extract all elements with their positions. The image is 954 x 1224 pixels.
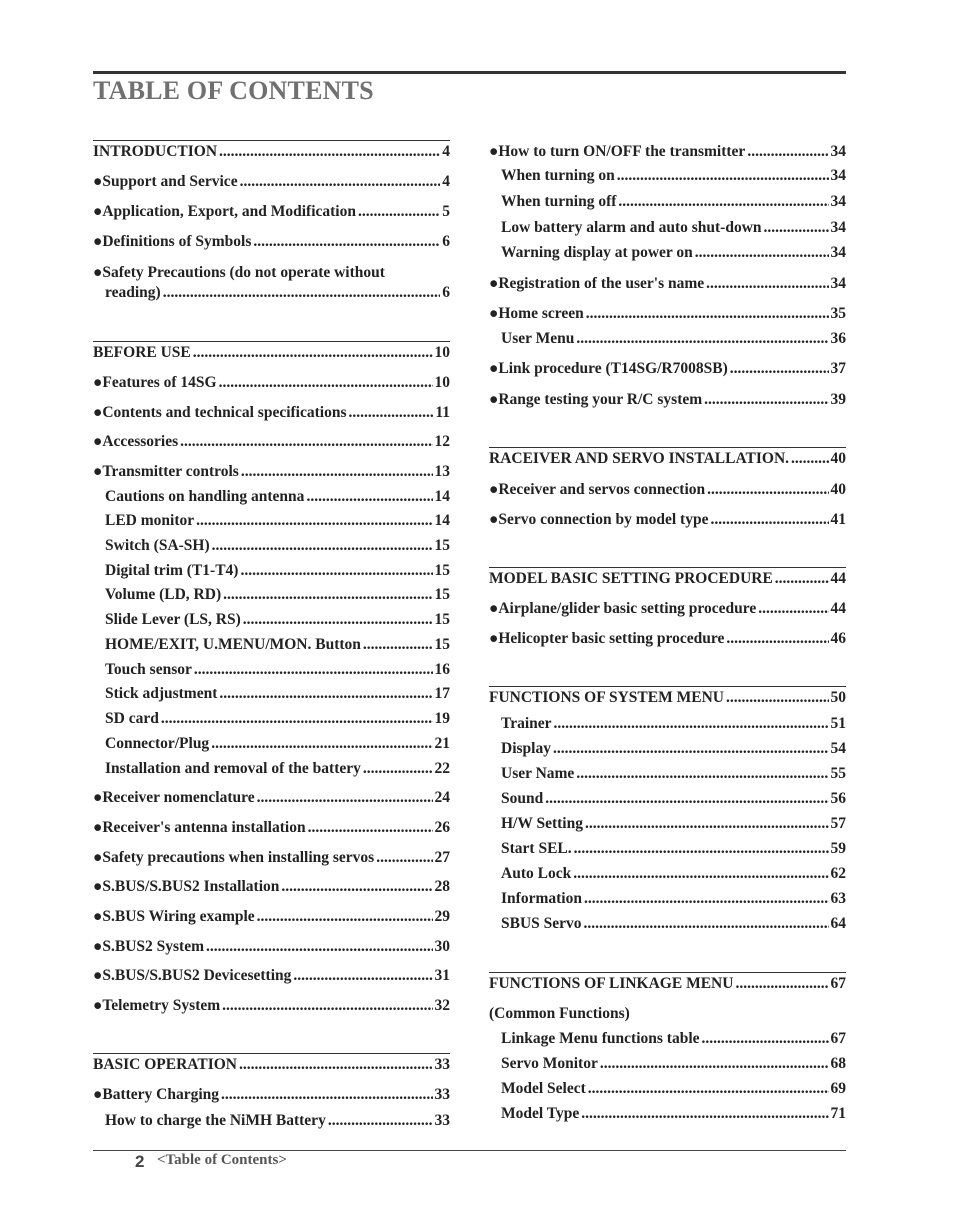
toc-entry-page: 14 (434, 512, 450, 529)
dot-leader (161, 710, 433, 728)
toc-entry-page: 64 (830, 915, 846, 932)
toc-entry[interactable] (105, 735, 450, 753)
toc-entry-title-cont: reading) (105, 284, 161, 301)
toc-entry[interactable] (501, 915, 846, 933)
toc-entry-page: 71 (830, 1105, 846, 1122)
toc-entry-title: Model Type (501, 1105, 580, 1122)
toc-entry[interactable] (93, 878, 450, 896)
toc-entry[interactable] (489, 600, 846, 618)
toc-entry[interactable] (501, 815, 846, 833)
dot-leader (219, 685, 432, 703)
toc-entry[interactable] (93, 908, 450, 926)
dot-leader (306, 488, 432, 506)
dot-leader (243, 611, 433, 629)
dot-leader (775, 570, 829, 588)
dot-leader (358, 203, 440, 221)
dot-leader (180, 433, 432, 451)
dot-leader (545, 790, 828, 808)
toc-entry-title: User Menu (501, 330, 575, 347)
toc-entry-page: 19 (434, 710, 450, 727)
toc-entry[interactable] (93, 233, 450, 251)
dot-leader (730, 360, 829, 378)
toc-section-heading[interactable] (93, 341, 450, 362)
toc-entry-title: ●S.BUS Wiring example (93, 908, 255, 925)
dot-leader (363, 636, 433, 654)
toc-entry[interactable] (105, 685, 450, 703)
toc-entry-page: 34 (830, 219, 846, 236)
toc-entry-title: ●Transmitter controls (93, 463, 239, 480)
toc-entry[interactable] (501, 715, 846, 733)
dot-leader (576, 765, 828, 783)
toc-entry-title: ●Registration of the user's name (489, 275, 705, 292)
dot-leader (735, 975, 828, 993)
dot-leader (239, 1056, 433, 1074)
toc-entry-page: 26 (434, 819, 450, 836)
dot-leader (584, 890, 829, 908)
toc-entry-page: 27 (434, 849, 450, 866)
dot-leader (584, 915, 829, 933)
toc-entry[interactable] (105, 562, 450, 580)
dot-leader (553, 740, 829, 758)
toc-entry-page: 55 (830, 765, 846, 782)
toc-entry-page: 17 (434, 685, 450, 702)
toc-entry-title: BASIC OPERATION (93, 1056, 237, 1073)
toc-entry[interactable] (105, 636, 450, 654)
toc-entry[interactable] (489, 630, 846, 648)
toc-entry-page: 24 (434, 789, 450, 806)
toc-entry-page: 54 (830, 740, 846, 757)
toc-entry-page: 35 (830, 305, 846, 322)
dot-leader (281, 878, 432, 896)
dot-leader (588, 1080, 829, 1098)
toc-entry-title: Volume (LD, RD) (105, 586, 222, 603)
toc-entry-page: 32 (434, 997, 450, 1014)
toc-entry-title: (Common Functions) (489, 1005, 630, 1022)
toc-entry[interactable] (501, 1030, 846, 1048)
toc-entry-title: ●Accessories (93, 433, 179, 450)
toc-entry-page: 44 (830, 570, 846, 587)
footer-rule (93, 1150, 846, 1151)
toc-entry-page: 30 (434, 938, 450, 955)
top-rule (93, 71, 846, 74)
toc-entry-page: 6 (442, 233, 450, 250)
toc-entry-page: 11 (435, 404, 450, 421)
toc-entry-title: RACEIVER AND SERVO INSTALLATION. (489, 450, 790, 467)
toc-entry-page: 51 (830, 715, 846, 732)
toc-entry-title: ●Receiver nomenclature (93, 789, 255, 806)
toc-entry-page: 15 (434, 586, 450, 603)
dot-leader (221, 1086, 432, 1104)
toc-entry-page: 62 (830, 865, 846, 882)
dot-leader (211, 735, 432, 753)
toc-entry-title: ●Telemetry System (93, 997, 221, 1014)
toc-entry-title: HOME/EXIT, U.MENU/MON. Button (105, 636, 361, 653)
toc-entry-title: ●Support and Service (93, 173, 238, 190)
toc-entry[interactable] (93, 819, 450, 837)
toc-entry-title: Model Select (501, 1080, 586, 1097)
dot-leader (219, 143, 440, 161)
toc-entry-page: 69 (830, 1080, 846, 1097)
toc-entry-title: How to charge the NiMH Battery (105, 1112, 326, 1129)
dot-leader (219, 374, 433, 392)
toc-entry[interactable] (93, 433, 450, 451)
page-title: TABLE OF CONTENTS (93, 76, 374, 105)
toc-entry-page: 68 (830, 1055, 846, 1072)
dot-leader (193, 344, 433, 362)
toc-entry[interactable] (501, 167, 846, 185)
toc-entry-title: ●Range testing your R/C system (489, 391, 703, 408)
toc-entry-page: 21 (434, 735, 450, 752)
toc-entry-title: ●Contents and technical specifications (93, 404, 347, 421)
toc-entry-page: 28 (434, 878, 450, 895)
toc-entry-title: Stick adjustment (105, 685, 218, 702)
toc-entry-page: 46 (830, 630, 846, 647)
toc-entry-page: 33 (434, 1112, 450, 1129)
toc-entry-page: 29 (434, 908, 450, 925)
dot-leader (574, 840, 829, 858)
toc-entry-page: 34 (830, 275, 846, 292)
dot-leader (163, 283, 441, 303)
toc-section-heading[interactable] (489, 567, 846, 588)
toc-entry-page: 31 (434, 967, 450, 984)
toc-entry[interactable] (105, 611, 450, 629)
toc-entry-title: SBUS Servo (501, 915, 582, 932)
toc-entry[interactable] (105, 488, 450, 506)
toc-entry-page: 34 (830, 143, 846, 160)
toc-entry-title: Low battery alarm and auto shut-down (501, 219, 762, 236)
dot-leader (726, 630, 828, 648)
toc-entry[interactable] (93, 938, 450, 956)
dot-leader (600, 1055, 829, 1073)
toc-entry-title: BEFORE USE (93, 344, 191, 361)
toc-entry[interactable] (489, 305, 846, 323)
toc-entry[interactable] (93, 203, 450, 221)
toc-entry-page: 34 (830, 167, 846, 184)
dot-leader (573, 865, 828, 883)
toc-entry[interactable] (489, 481, 846, 499)
dot-leader (363, 760, 433, 778)
toc-entry-title: Touch sensor (105, 661, 192, 678)
dot-leader (758, 600, 828, 618)
dot-leader (710, 511, 828, 529)
toc-section-heading[interactable] (93, 140, 450, 161)
toc-entry-page: 50 (830, 689, 846, 706)
toc-entry-title: Digital trim (T1-T4) (105, 562, 239, 579)
toc-entry-title: Warning display at power on (501, 244, 693, 261)
toc-entry[interactable] (93, 967, 450, 985)
toc-entry-title: ●Safety precautions when installing servos (93, 849, 375, 866)
toc-entry-title: SD card (105, 710, 159, 727)
toc-entry-title: ●Receiver and servos connection (489, 481, 706, 498)
toc-entry[interactable] (501, 865, 846, 883)
toc-entry-page: 67 (830, 975, 846, 992)
toc-entry-page: 34 (830, 244, 846, 261)
toc-section-heading[interactable] (489, 447, 846, 468)
toc-entry-title: Installation and removal of the battery (105, 760, 361, 777)
toc-entry[interactable] (105, 661, 450, 679)
toc-entry-title: MODEL BASIC SETTING PROCEDURE (489, 570, 773, 587)
toc-entry-title: ●S.BUS/S.BUS2 Installation (93, 878, 280, 895)
toc-entry[interactable] (93, 789, 450, 807)
toc-entry-title: ●Helicopter basic setting procedure (489, 630, 725, 647)
dot-leader (349, 404, 434, 422)
toc-entry[interactable] (489, 360, 846, 378)
toc-entry-title: Start SEL. (501, 840, 572, 857)
toc-entry-title: ●S.BUS/S.BUS2 Devicesetting (93, 967, 292, 984)
toc-entry[interactable] (105, 1112, 450, 1130)
toc-entry-title: ●Safety Precautions (do not operate without (93, 264, 385, 281)
toc-entry-page: 40 (830, 450, 846, 467)
dot-leader (293, 967, 432, 985)
dot-leader (585, 815, 829, 833)
dot-leader (206, 938, 433, 956)
toc-entry-title: H/W Setting (501, 815, 583, 832)
toc-entry-page: 63 (830, 890, 846, 907)
toc-entry-page: 4 (442, 143, 450, 160)
toc-entry[interactable] (93, 1086, 450, 1104)
dot-leader (240, 173, 441, 191)
toc-entry-page: 40 (830, 481, 846, 498)
toc-entry-title: ●Airplane/glider basic setting procedure (489, 600, 757, 617)
toc-entry[interactable] (501, 765, 846, 783)
dot-leader (376, 849, 432, 867)
toc-entry-page: 15 (434, 611, 450, 628)
toc-section-heading[interactable] (489, 686, 846, 707)
toc-entry[interactable] (489, 275, 846, 293)
toc-entry-title: ●Application, Export, and Modification (93, 203, 356, 220)
dot-leader (196, 512, 432, 530)
toc-entry[interactable] (489, 143, 846, 161)
toc-entry-title: Cautions on handling antenna (105, 488, 305, 505)
toc-entry-page: 22 (434, 760, 450, 777)
toc-entry-title: FUNCTIONS OF SYSTEM MENU (489, 689, 724, 706)
toc-entry[interactable] (93, 263, 450, 303)
toc-entry-title: ●Servo connection by model type (489, 511, 709, 528)
toc-entry-title: Slide Lever (LS, RS) (105, 611, 241, 628)
toc-entry-title: Display (501, 740, 551, 757)
dot-leader (554, 715, 829, 733)
dot-leader (702, 1030, 829, 1048)
toc-group-label (489, 1005, 846, 1023)
toc-entry-title: ●Home screen (489, 305, 584, 322)
dot-leader (581, 1105, 828, 1123)
toc-entry-page: 33 (434, 1056, 450, 1073)
dot-leader (222, 997, 432, 1015)
toc-entry[interactable] (489, 511, 846, 529)
toc-entry-title: Servo Monitor (501, 1055, 598, 1072)
toc-entry[interactable] (501, 740, 846, 758)
dot-leader (223, 586, 432, 604)
toc-entry-page: 56 (830, 790, 846, 807)
toc-entry-title: When turning off (501, 193, 617, 210)
toc-entry[interactable] (93, 463, 450, 481)
toc-entry[interactable] (105, 512, 450, 530)
toc-entry[interactable] (93, 173, 450, 191)
toc-entry-page: 16 (434, 661, 450, 678)
toc-entry-page: 67 (830, 1030, 846, 1047)
toc-entry-page: 6 (442, 284, 450, 301)
toc-entry-page: 13 (434, 463, 450, 480)
toc-entry-title: INTRODUCTION (93, 143, 218, 160)
toc-entry-page: 10 (434, 374, 450, 391)
dot-leader (586, 305, 829, 323)
dot-leader (747, 143, 828, 161)
dot-leader (328, 1112, 433, 1130)
toc-entry-page: 41 (830, 511, 846, 528)
dot-leader (791, 450, 828, 468)
toc-entry-title: Information (501, 890, 582, 907)
toc-entry[interactable] (105, 710, 450, 728)
toc-entry-page: 39 (830, 391, 846, 408)
toc-entry-page: 4 (442, 173, 450, 190)
dot-leader (241, 463, 433, 481)
toc-entry-title: ●Battery Charging (93, 1086, 220, 1103)
dot-leader (764, 219, 829, 237)
dot-leader (253, 233, 440, 251)
dot-leader (706, 275, 828, 293)
dot-leader (707, 481, 828, 499)
toc-entry-title: ●S.BUS2 System (93, 938, 204, 955)
toc-entry-page: 10 (434, 344, 450, 361)
toc-entry-page: 37 (830, 360, 846, 377)
toc-entry-title: Auto Lock (501, 865, 572, 882)
toc-entry-title: Sound (501, 790, 544, 807)
toc-entry-page: 34 (830, 193, 846, 210)
page-number: 2 (135, 1152, 145, 1171)
toc-entry[interactable] (93, 997, 450, 1015)
dot-leader (618, 193, 828, 211)
toc-entry-title: ●Receiver's antenna installation (93, 819, 306, 836)
dot-leader (617, 167, 829, 185)
toc-entry-page: 15 (434, 562, 450, 579)
dot-leader (308, 819, 433, 837)
toc-entry[interactable] (501, 890, 846, 908)
toc-entry[interactable] (489, 391, 846, 409)
toc-entry[interactable] (501, 330, 846, 348)
toc-entry-page: 59 (830, 840, 846, 857)
toc-entry-title: Trainer (501, 715, 552, 732)
toc-entry-title: ●Definitions of Symbols (93, 233, 252, 250)
toc-entry-title: LED monitor (105, 512, 195, 529)
dot-leader (240, 562, 432, 580)
toc-entry-title: ●Link procedure (T14SG/R7008SB) (489, 360, 728, 377)
toc-entry[interactable] (501, 840, 846, 858)
toc-entry-title: ●Features of 14SG (93, 374, 217, 391)
dot-leader (212, 537, 433, 555)
toc-entry[interactable] (501, 1080, 846, 1098)
toc-entry[interactable] (501, 193, 846, 211)
toc-entry-title: ●How to turn ON/OFF the transmitter (489, 143, 746, 160)
toc-entry[interactable] (93, 849, 450, 867)
toc-entry[interactable] (501, 244, 846, 262)
toc-entry[interactable] (105, 586, 450, 604)
toc-entry[interactable] (93, 374, 450, 392)
dot-leader (576, 330, 828, 348)
toc-entry[interactable] (501, 1105, 846, 1123)
dot-leader (695, 244, 829, 262)
dot-leader (704, 391, 828, 409)
toc-entry[interactable] (501, 1055, 846, 1073)
toc-entry-title: FUNCTIONS OF LINKAGE MENU (489, 975, 734, 992)
toc-entry-title: Switch (SA-SH) (105, 537, 210, 554)
toc-entry[interactable] (93, 404, 450, 422)
dot-leader (257, 789, 433, 807)
toc-entry-page: 14 (434, 488, 450, 505)
toc-entry-page: 5 (442, 203, 450, 220)
toc-entry-page: 15 (434, 636, 450, 653)
toc-section-heading[interactable] (93, 1053, 450, 1074)
toc-entry-title: When turning on (501, 167, 615, 184)
toc-entry[interactable] (105, 537, 450, 555)
toc-entry-page: 12 (434, 433, 450, 450)
toc-entry-title: Linkage Menu functions table (501, 1030, 700, 1047)
footer-label: <Table of Contents> (157, 1152, 287, 1168)
toc-entry-page: 33 (434, 1086, 450, 1103)
dot-leader (726, 689, 829, 707)
toc-section-heading[interactable] (489, 972, 846, 993)
toc-entry[interactable] (501, 219, 846, 237)
dot-leader (257, 908, 433, 926)
toc-entry-page: 57 (830, 815, 846, 832)
toc-entry-title: Connector/Plug (105, 735, 210, 752)
toc-entry[interactable] (501, 790, 846, 808)
toc-entry-title: User Name (501, 765, 575, 782)
toc-entry-page: 44 (830, 600, 846, 617)
toc-entry-page: 15 (434, 537, 450, 554)
toc-entry[interactable] (105, 760, 450, 778)
dot-leader (194, 661, 433, 679)
toc-entry-page: 36 (830, 330, 846, 347)
